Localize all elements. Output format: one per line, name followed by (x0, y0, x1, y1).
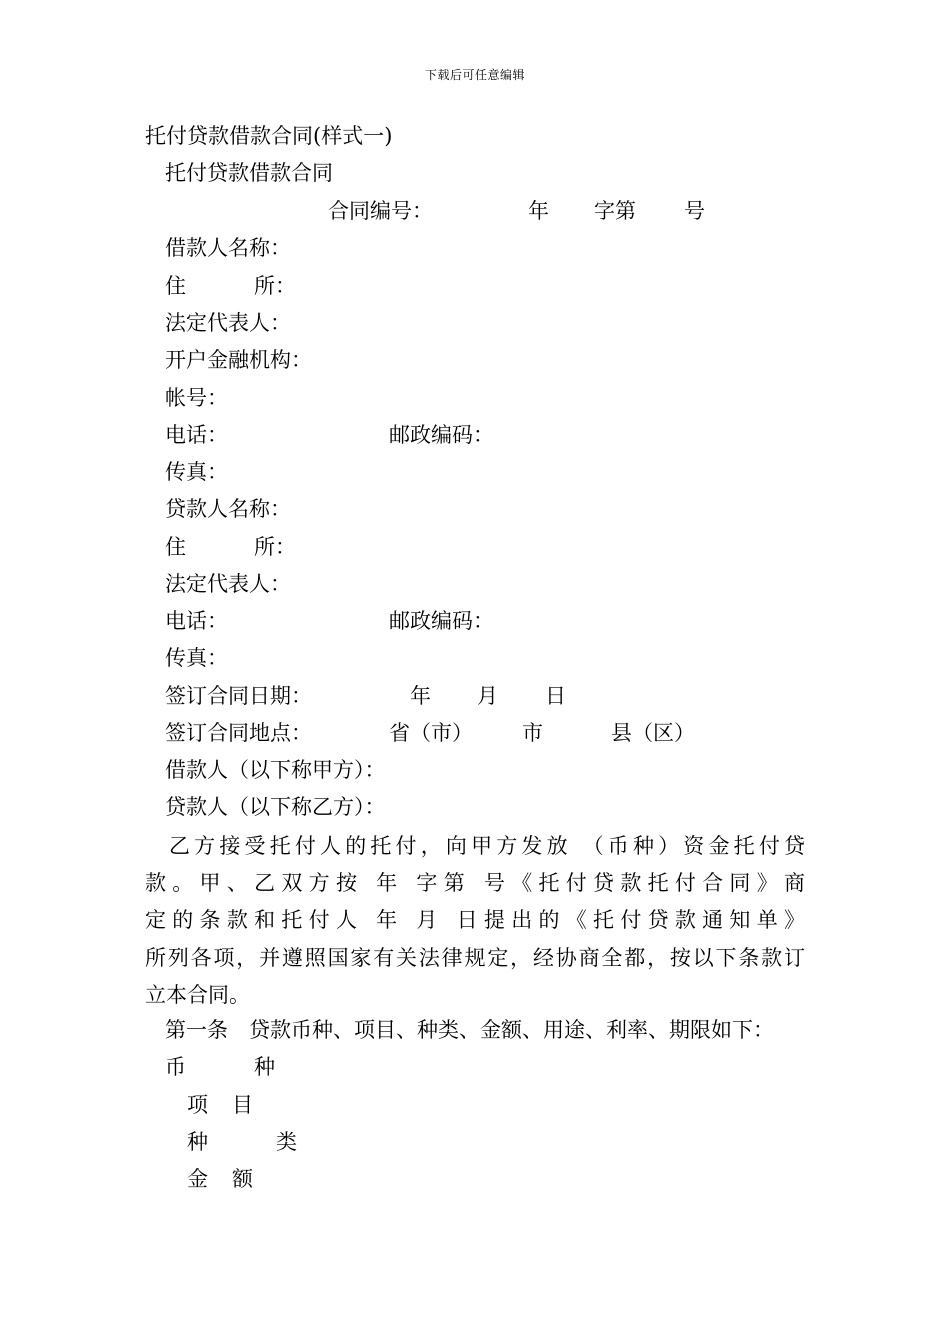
body-line: 款。甲、乙双方按 年 字第 号《托付贷款托付合同》商 (145, 871, 805, 896)
contract-number-hao: 号 (684, 199, 705, 223)
item-amount-label-a: 金 (187, 1167, 208, 1191)
document-title: 托付贷款借款合同(样式一) (145, 124, 393, 148)
body-line: 乙方接受托付人的托付，向甲方发放 （币种）资金托付贷 (169, 834, 805, 858)
item-project-label-a: 项 (187, 1093, 208, 1117)
body-paragraph (145, 828, 805, 1014)
article-one: 第一条 贷款币种、项目、种类、金额、用途、利率、期限如下： (165, 1018, 774, 1042)
lender-address-label-a: 住 (165, 535, 186, 559)
body-line: 立本合同。 (145, 982, 250, 1007)
lender-fax-label: 传真： (165, 646, 228, 670)
sign-place-county: 县（区） (611, 721, 695, 745)
contract-number-zidi: 字第 (594, 199, 636, 223)
sign-place-label: 签订合同地点： (165, 721, 312, 745)
borrower-rep-label: 法定代表人： (165, 311, 291, 335)
sign-date-label: 签订合同日期： (165, 684, 312, 708)
lender-rep-label: 法定代表人： (165, 572, 291, 596)
borrower-address-label-b: 所： (254, 274, 296, 298)
sign-place-city: 市 (522, 721, 543, 745)
page-header-note: 下载后可任意编辑 (424, 68, 525, 82)
body-line: 定的条款和托付人 年 月 日提出的《托付贷款通知单》 (145, 908, 805, 933)
borrower-postcode-label: 邮政编码： (389, 423, 494, 447)
item-kind-label-b: 类 (276, 1130, 297, 1154)
lender-postcode-label: 邮政编码： (389, 609, 494, 633)
item-currency-label-a: 币 (165, 1055, 186, 1079)
borrower-phone-label: 电话： (165, 423, 228, 447)
lender-name-label: 贷款人名称： (165, 497, 291, 521)
item-currency-label-b: 种 (254, 1055, 275, 1079)
item-kind-label-a: 种 (187, 1130, 208, 1154)
lender-phone-label: 电话： (165, 609, 228, 633)
borrower-name-label: 借款人名称： (165, 236, 291, 260)
borrower-address-label-a: 住 (165, 274, 186, 298)
body-line: 所列各项，并遵照国家有关法律规定，经协商全都，按以下条款订 (145, 945, 805, 970)
borrower-bank-label: 开户金融机构： (165, 348, 312, 372)
document-subtitle: 托付贷款借款合同 (165, 161, 333, 185)
borrower-fax-label: 传真： (165, 460, 228, 484)
contract-number-label: 合同编号： (328, 199, 433, 223)
item-project-label-b: 目 (232, 1093, 253, 1117)
contract-number-year: 年 (528, 199, 549, 223)
sign-date-day: 日 (545, 684, 566, 708)
borrower-account-label: 帐号： (165, 386, 228, 410)
item-amount-label-b: 额 (232, 1167, 253, 1191)
sign-place-province: 省（市） (389, 721, 473, 745)
sign-date-month: 月 (477, 684, 498, 708)
party-a-line: 借款人（以下称甲方）： (165, 758, 386, 782)
lender-address-label-b: 所： (254, 535, 296, 559)
sign-date-year: 年 (410, 684, 431, 708)
party-b-line: 贷款人（以下称乙方）： (165, 795, 386, 819)
